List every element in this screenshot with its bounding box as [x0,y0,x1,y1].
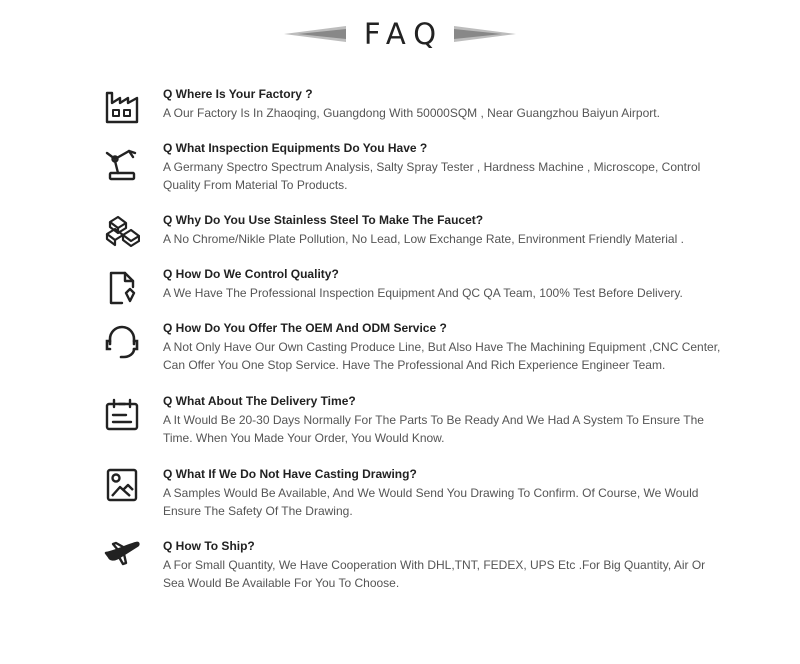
faq-question: Q What If We Do Not Have Casting Drawing? [163,467,417,481]
steel-bars-icon [104,214,140,250]
robot-arm-icon [104,147,140,183]
faq-question: Q Why Do You Use Stainless Steel To Make The Faucet? [163,213,484,227]
faq-question: Q How Do We Control Quality? [163,267,339,281]
faq-answer: A It Would Be 20-30 Days Normally For The Parts To Be Ready And We Had A System To Ensure The Time. When You Made Your Order, You Would Know. [163,413,704,445]
calendar-icon [104,397,140,433]
airplane-icon [104,536,140,572]
page-title: FAQ [363,17,445,51]
faq-answer: A We Have The Professional Inspection Equipment And QC QA Team, 100% Test Before Delivery. [163,286,683,300]
document-check-icon [104,270,140,306]
faq-answer: A No Chrome/Nikle Plate Pollution, No Lead, Low Exchange Rate, Environment Friendly Material . [163,232,684,246]
faq-question: Q What About The Delivery Time? [163,394,356,408]
faq-answer: A Germany Spectro Spectrum Analysis, Salty Spray Tester , Hardness Machine , Microscope, Control Quality From Material To Products. [163,160,701,192]
faq-answer: A Not Only Have Our Own Casting Produce Line, But Also Have The Machining Equipment ,CNC Center, Can Offer You One Stop Service. Have The Professional And Rich Experience Engineer Team. [163,340,721,372]
faq-answer: A For Small Quantity, We Have Cooperation With DHL,TNT, FEDEX, UPS Etc .For Big Quantity, Air Or Sea Would Be Available For You To Choose. [163,558,706,590]
factory-icon [104,89,140,125]
faq-question: Q How Do You Offer The OEM And ODM Service ? [163,321,447,335]
faq-answer: A Our Factory Is In Zhaoqing, Guangdong With 50000SQM , Near Guangzhou Baiyun Airport. [163,106,660,120]
headset-icon [104,324,140,360]
faq-question: Q How To Ship? [163,539,255,553]
faq-answer: A Samples Would Be Available, And We Would Send You Drawing To Confirm. Of Course, We Would Ensure The Safety Of The Drawing. [163,486,699,518]
faq-question: Q Where Is Your Factory ? [163,87,313,101]
image-icon [104,467,140,503]
faq-question: Q What Inspection Equipments Do You Have ? [163,141,428,155]
